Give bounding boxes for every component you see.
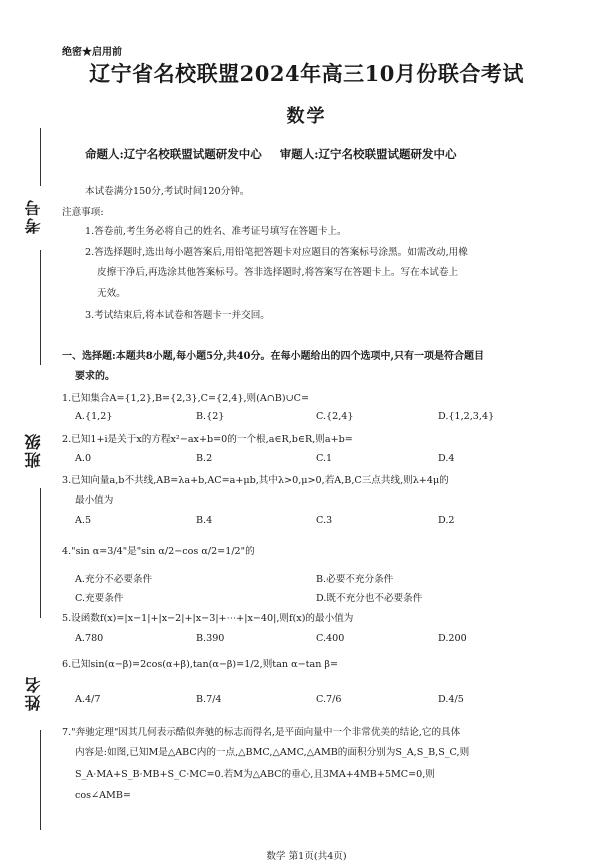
q4-option-d: D.既不充分也不必要条件 [316,593,423,604]
q2-option-b: B.2 [196,453,213,464]
q2-option-a: A.0 [75,453,92,464]
q5-option-c: C.400 [316,633,345,644]
label-name: 姓名 [24,675,43,711]
note-item: 皮擦干净后,再选涂其他答案标号。答非选择题时,将答案写在答题卡上。写在本试卷上 [97,267,459,278]
question-3-stem-cont: 最小值为 [75,495,114,506]
notes-heading: 注意事项: [62,207,104,218]
q1-option-a: A.{1,2} [75,411,113,422]
note-item: 2.答选择题时,选出每小题答案后,用铅笔把答题卡对应题目的答案标号涂黑。如需改动,用橡 [85,247,468,258]
section-title: 一、选择题:本题共8小题,每小题5分,共40分。在每小题给出的四个选项中,只有一项是符合题目 [62,351,484,362]
q1-option-c: C.{2,4} [316,411,354,422]
q4-option-b: B.必要不充分条件 [316,574,394,585]
q5-option-b: B.390 [196,633,225,644]
question-4-stem: 4."sin α=3/4"是"sin α/2−cos α/2=1/2"的 [62,546,255,557]
subject-title: 数学 [286,106,327,127]
q3-option-c: C.3 [316,515,333,526]
note-item: 3.考试结束后,将本试卷和答题卡一并交回。 [85,310,270,321]
question-7-line-1: 7."奔驰定理"因其几何表示酷似奔驰的标志而得名,是平面向量中一个非常优美的结论,它的具体 [62,727,461,738]
label-exam-no: 考号 [24,198,43,234]
margin-line-2 [40,488,41,618]
q5-option-a: A.780 [75,633,104,644]
intro-text: 本试卷满分150分,考试时间120分钟。 [85,186,250,197]
q2-option-d: D.4 [438,453,455,464]
q6-option-c: C.7/6 [316,694,342,705]
q4-option-c: C.充要条件 [75,593,124,604]
reviewer: 审题人:辽宁名校联盟试题研发中心 [279,147,457,161]
secret-label: 绝密★启用前 [62,47,122,58]
question-7-line-2: 内容是:如图,已知M是△ABC内的一点,△BMC,△AMC,△AMB的面积分别为S_A,S_B,S_C,则 [75,747,470,758]
q1-option-d: D.{1,2,3,4} [438,411,495,422]
q6-option-b: B.7/4 [196,694,222,705]
q2-option-c: C.1 [316,453,333,464]
authors-line [85,146,457,162]
question-1-stem: 1.已知集合A={1,2},B={2,3},C={2,4},则(A∩B)∪C= [62,393,310,404]
note-item: 无效。 [97,288,126,299]
question-2-stem: 2.已知1+i是关于x的方程x²−ax+b=0的一个根,a∈R,b∈R,则a+b= [62,434,353,445]
question-3-stem: 3.已知向量a,b不共线,AB=λa+b,AC=a+μb,其中λ>0,μ>0,若A,B,C三点共线,则λ+4μ的 [62,475,449,486]
question-5-stem: 5.设函数f(x)=|x−1|+|x−2|+|x−3|+⋯+|x−40|,则f(x)的最小值为 [62,613,354,624]
setter: 命题人:辽宁名校联盟试题研发中心 [85,147,262,161]
q6-option-a: A.4/7 [75,694,101,705]
page-footer: 数学 第1页(共4页) [266,851,347,862]
q3-option-d: D.2 [438,515,455,526]
question-7-line-4: cos∠AMB= [75,790,131,801]
margin-line-3 [40,730,41,830]
exam-title: 辽宁省名校联盟2024年高三10月份联合考试 [89,61,524,86]
margin-line-1 [40,250,41,365]
q6-option-d: D.4/5 [438,694,464,705]
section-title-cont: 要求的。 [75,371,115,382]
q1-option-b: B.{2} [196,411,225,422]
note-item: 1.答卷前,考生务必将自己的姓名、准考证号填写在答题卡上。 [85,226,347,237]
question-7-line-3: S_A·MA+S_B·MB+S_C·MC=0.若M为△ABC的垂心,且3MA+4MB+5MC=0,则 [75,769,435,780]
q5-option-d: D.200 [438,633,467,644]
label-class: 班级 [24,432,43,468]
margin-line-top [40,128,41,186]
q3-option-a: A.5 [75,515,92,526]
q4-option-a: A.充分不必要条件 [75,574,153,585]
question-6-stem: 6.已知sin(α−β)=2cos(α+β),tan(α−β)=1/2,则tan α−tan β= [62,659,339,670]
q3-option-b: B.4 [196,515,213,526]
